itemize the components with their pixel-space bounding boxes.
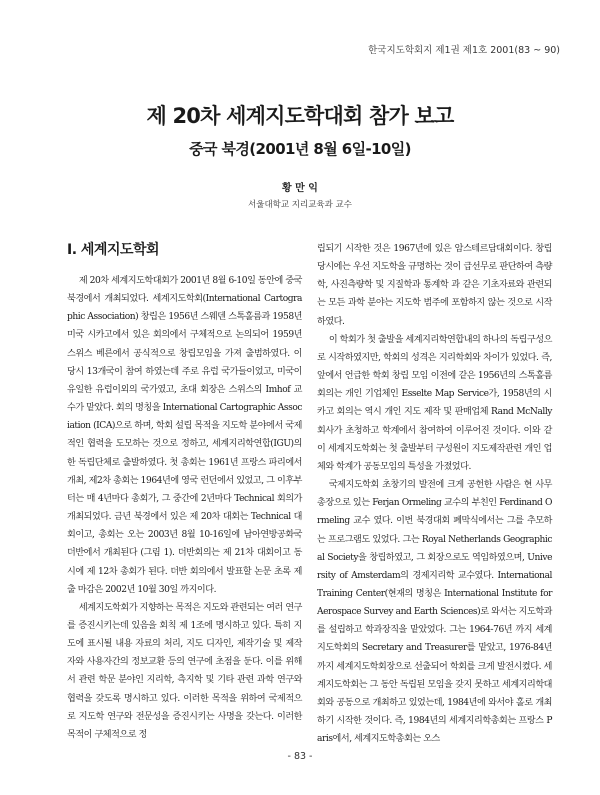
running-header: 한국지도학회지 제1권 제1호 2001(83 ~ 90) bbox=[368, 45, 560, 56]
body-paragraph: 제 20차 세계지도학대회가 2001년 8월 6-10일 동안에 중국 북경에서 개최되었다. 세계지도학회(International Cartographic Association) 창립은 1956년 스웨덴 스톡홀름과 1958년 미국 시카고에서 있은 회의에서 구체적으로 논의되어 1959년 스위스 베른에서 공식적으로 창립모임을 가져 출범하였다. 이 당시 13개국이 참여 하였는데 주로 유럽 국가들이었고, 미국이 유일한 유럽이외의 국가였고, 초대 회장은 스위스의 Imhof 교수가 맡았다. 회의 명칭을 International Cartographic Association (ICA)으로 하며, 학회 설립 목적을 지도학 분야에서 국제적인 협력을 도모하는 것으로 정하고, 세계지리학연합(IGU)의 한 독립단체로 출발하였다. 첫 총회는 1961년 프랑스 파리에서 개최, 제2차 총회는 1964년에 영국 런던에서 있었고, 그 이후부터는 매 4년마다 총회가, 그 중간에 2년마다 Technical 회의가 개최되었다. 금년 북경에서 있은 제 20차 대회는 Technical 대회이고, 총회는 오는 2003년 8월 10-16일에 남아연방공화국 더반에서 개최된다 (그림 1). 더반회의는 제 21차 대회이고 동시에 제 12차 총회가 된다. 더반 회의에서 발표할 논문 초록 제출 마감은 2002년 10월 30일 까지이다. bbox=[67, 276, 302, 595]
article-subtitle: 중국 북경(2001년 8월 6일-10일) bbox=[189, 140, 411, 158]
page-number: - 83 - bbox=[287, 751, 313, 762]
body-paragraph: 세계지도학회가 지향하는 목적은 지도와 관련되는 여러 연구를 증진시키는데 있음을 회칙 제 1조에 명시하고 있다. 특히 지도에 표시될 내용 자료의 처리, 지도 디자인, 제작기술 및 제작자와 사용자간의 정보교환 등의 연구에 초점을 둔다. 이를 위해서 관련 학문 분야인 지리학, 측지학 및 기타 관련 과학 연구와 협력을 갖도록 명시하고 있다. 이러한 목적을 위하여 국제적으로 지도학 연구와 전문성을 증진시키는 사명을 갖는다. 이러한 목적이 구체적으로 정 bbox=[67, 602, 302, 740]
body-paragraph: 립되기 시작한 것은 1967년에 있은 암스테르담대회이다. 창립당시에는 우선 지도학을 규명하는 것이 급선무로 판단하여 측량학, 사진측량학 및 지질학과 통계학 과 같은 기초자료와 관련되는 모든 과학 분야는 지도학 범주에 포함하지 않는 것으로 시작하였다. bbox=[317, 244, 552, 327]
article-title: 제 20차 세계지도학대회 참가 보고 bbox=[146, 104, 454, 128]
section-heading: I. 세계지도학회 bbox=[67, 242, 160, 258]
left-column bbox=[67, 240, 302, 744]
body-paragraph: 이 학회가 첫 출발을 세계지리학연합내의 하나의 독립구성으로 시작하였지만, 학회의 성격은 지리학회와 차이가 있었다. 즉, 앞에서 언급한 학회 창립 모임 이전에 같은 1956년의 스톡홀름회의는 개인 기업체인 Esselte Map Service가, 1958년의 시카고 회의는 역시 개인 지도 제작 및 판매업체 Rand McNally 회사가 초청하고 학계에서 참여하여 이루어진 것이다. 이와 같이 세계지도학회는 첫 출발부터 구성원이 지도제작관련 개인 업체와 학계가 공동모임의 특성을 가졌었다. bbox=[317, 334, 552, 472]
author-name: 황 만 익 bbox=[282, 183, 318, 194]
body-paragraph: 국제지도학회 초창기의 발전에 크게 공헌한 사람은 현 사무총장으로 있는 Ferjan Ormeling 교수의 부친인 Ferdinand Ormeling 교수 였다. 이번 북경대회 폐막식에서는 그를 추모하는 프로그램도 있었다. 그는 Royal Netherlands Geographical Society을 창립하였고, 그 회장으로도 역임하였으며, University of Amsterdam의 경제지리학 교수였다. International Training Center(현재의 명칭은 International Institute for Aerospace Survey and Earth Sciences)로 와서는 지도학과를 설립하고 학과장직을 맡았었다. 그는 1964-76년 까지 세계지도학회의 Secretary and Treasurer를 맡았고, 1976-84년까지 세계지도학회장으로 선출되어 학회를 크게 발전시켰다. 세계지도학회는 그 동안 독립된 모임을 갖지 못하고 세계지리학대회와 공동으로 개최하고 있었는데, 1984년에 와서야 홀로 개최하기 시작한 것이다. 즉, 1984년의 세계지리학총회는 프랑스 Paris에서, 세계지도학총회는 오스 bbox=[317, 480, 552, 745]
right-column bbox=[317, 240, 552, 748]
author-affiliation: 서울대학교 지리교육과 교수 bbox=[248, 200, 352, 210]
title-block bbox=[0, 100, 600, 210]
